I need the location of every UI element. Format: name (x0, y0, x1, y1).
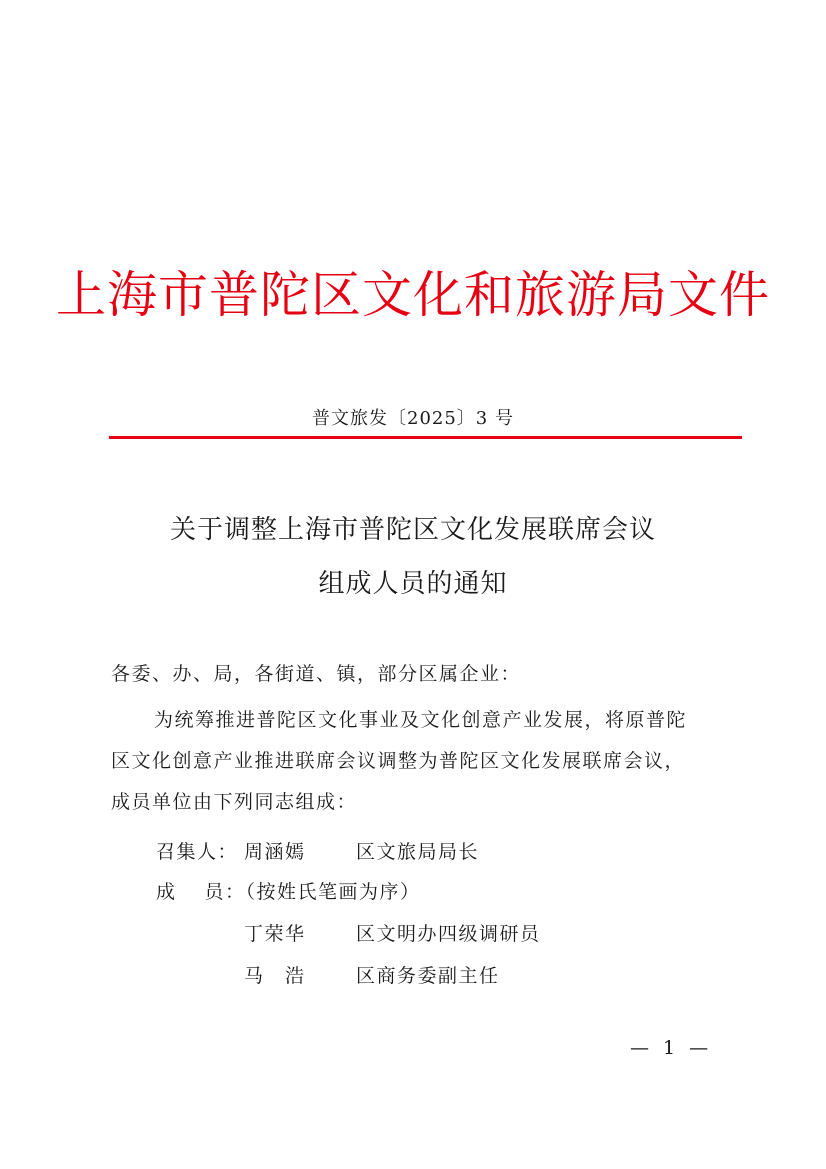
convener-name: 周涵嫣 (244, 841, 306, 863)
member-title: 区商务委副主任 (356, 965, 500, 987)
convener-label: 召集人： (156, 841, 239, 863)
document-title-line-1: 关于调整上海市普陀区文化发展联席会议 (169, 515, 656, 545)
member-name: 丁荣华 (244, 923, 306, 945)
addressee: 各委、办、局，各街道、镇，部分区属企业： (111, 663, 522, 685)
convener-title: 区文旅局局长 (356, 841, 480, 863)
paragraph-line-2: 区文化创意产业推进联席会议调整为普陀区文化发展联席会议， (111, 750, 686, 772)
member-title: 区文明办四级调研员 (356, 923, 541, 945)
red-divider-rule (109, 436, 742, 439)
document-title-line-2: 组成人员的通知 (318, 569, 508, 599)
masthead-title: 上海市普陀区文化和旅游局文件 (56, 266, 770, 324)
document-number: 普文旅发〔2025〕3 号 (312, 408, 514, 429)
member-name: 马 浩 (244, 965, 306, 987)
page-number: — 1 — (630, 1037, 713, 1059)
paragraph-line-3: 成员单位由下列同志组成： (111, 791, 358, 813)
members-label: 成 员：（按姓氏笔画为序） (156, 881, 421, 903)
paragraph-line-1: 为统筹推进普陀区文化事业及文化创意产业发展，将原普陀 (154, 709, 688, 731)
